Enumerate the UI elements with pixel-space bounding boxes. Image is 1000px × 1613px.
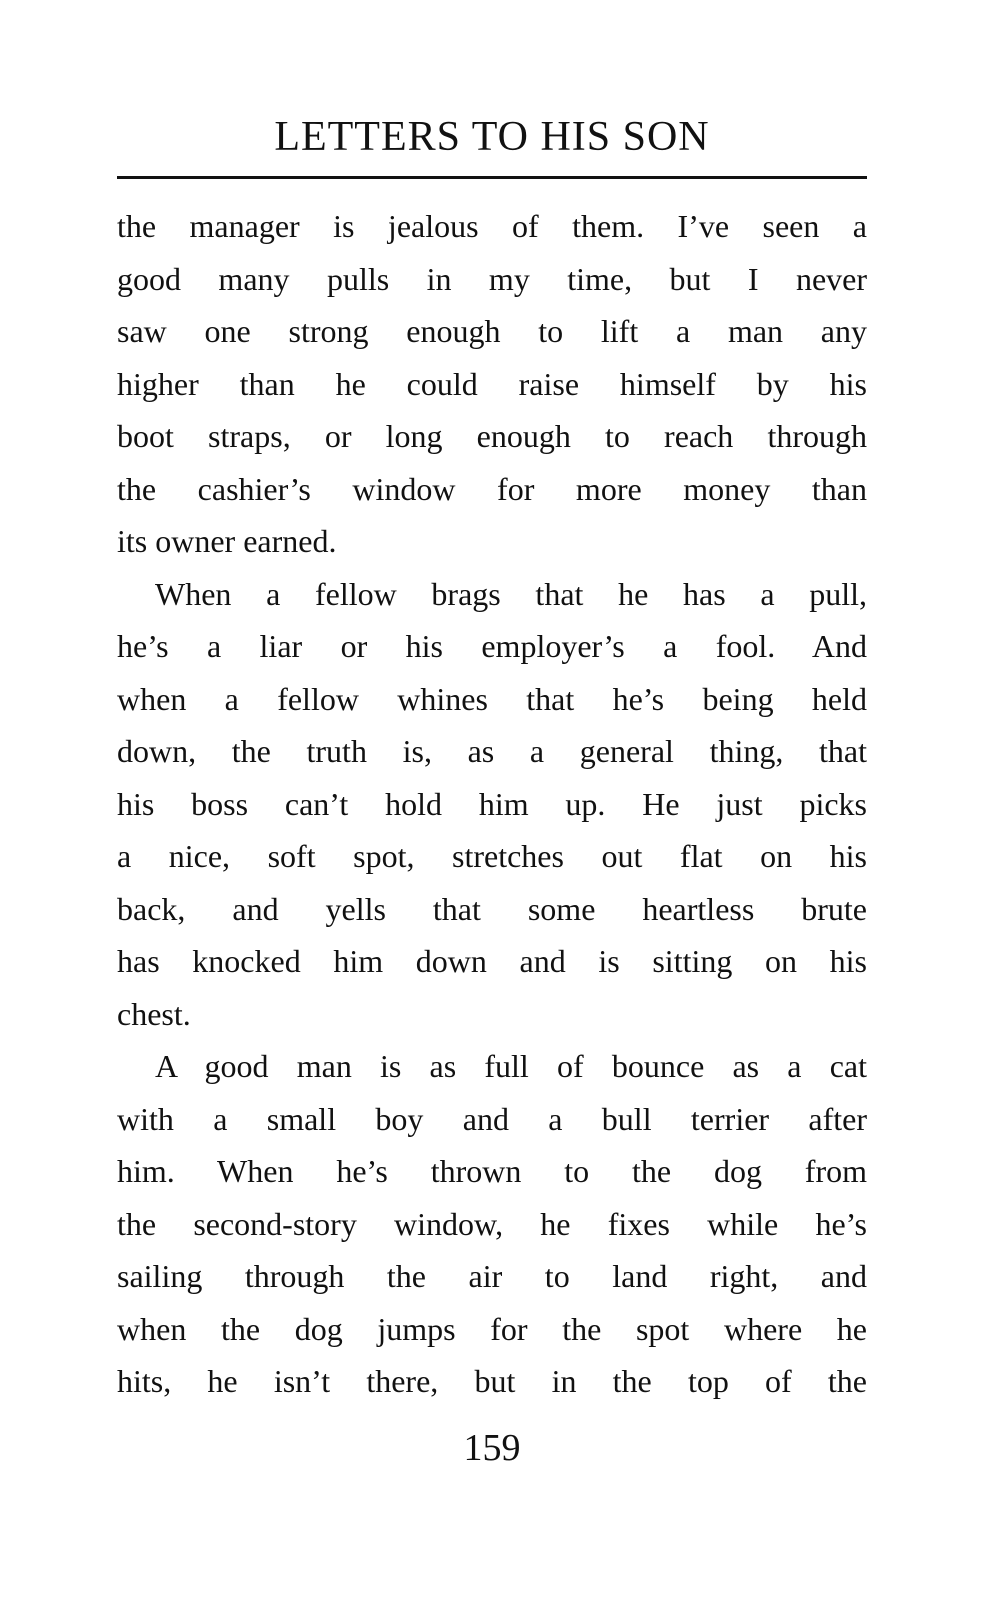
text-line: sailing through the air to land right, and: [117, 1258, 867, 1294]
text-line: A good man is as full of bounce as a cat: [155, 1048, 867, 1084]
text-line: he’s a liar or his employer’s a fool. And: [117, 628, 867, 664]
text-line: the cashier’s window for more money than: [117, 470, 867, 507]
text-line: back, and yells that some heartless brute: [117, 890, 867, 927]
text-line: him. When he’s thrown to the dog from: [117, 1153, 867, 1189]
page-number: 159: [463, 1427, 521, 1469]
text-line: saw one strong enough to lift a man any: [117, 313, 867, 349]
text-line: chest.: [117, 995, 191, 1032]
text-line: hits, he isn’t there, but in the top of the: [117, 1363, 867, 1399]
text-line: the manager is jealous of them. I’ve seen a: [117, 208, 867, 244]
text-line: the second-story window, he fixes while he’s: [117, 1205, 867, 1242]
text-line: when a fellow whines that he’s being held: [117, 680, 867, 717]
body-text: [117, 200, 867, 1408]
text-line: when the dog jumps for the spot where he: [117, 1310, 867, 1347]
text-line: good many pulls in my time, but I never: [117, 260, 867, 297]
text-line: its owner earned.: [117, 523, 337, 559]
text-line: When a fellow brags that he has a pull,: [155, 575, 867, 612]
header-rule: [117, 176, 867, 179]
text-line: his boss can’t hold him up. He just picks: [117, 785, 867, 822]
text-line: higher than he could raise himself by his: [117, 365, 867, 402]
text-line: with a small boy and a bull terrier after: [117, 1100, 867, 1137]
text-line: a nice, soft spot, stretches out flat on his: [117, 838, 867, 874]
text-line: boot straps, or long enough to reach through: [117, 418, 867, 454]
running-head: LETTERS TO HIS SON: [274, 114, 710, 160]
text-line: has knocked him down and is sitting on his: [117, 943, 867, 979]
text-line: down, the truth is, as a general thing, that: [117, 733, 867, 769]
